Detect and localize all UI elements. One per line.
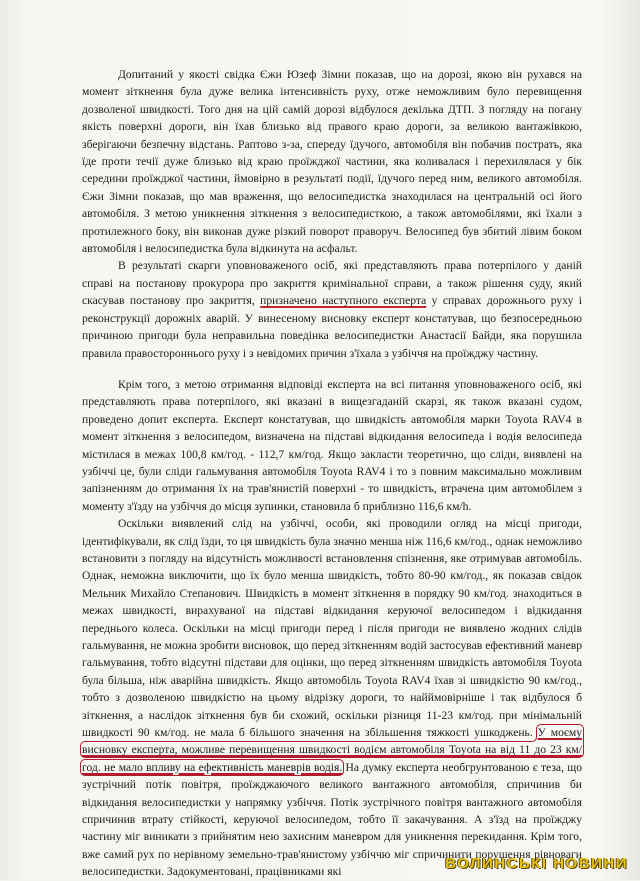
paragraph-4-text-end: На думку експерта необгрунтованою є теза, що зустрічний потік повітря, проїжджаючого великого вантажного автомобіля, спричинив би відкидання велосипедистки у напрямку узбіччя. Потік зустрічного повітря вантажного автомобіля спричинив втрату стійкості, керуючої велосипедом, тобто її закачування. А з'їзд на проїжджу частину міг виникати з прийнятим нею захисним маневром для уникнення перекидання. Крім того, вже самий рух по нерівному земельно-трав'янистому узбіччю міг спричинити порушення рівноваги велосипедистки. Задокументовані, працівниками які	[82, 760, 582, 879]
paragraph-gap	[82, 362, 582, 376]
paragraph-4-text-start: Оскільки виявлений слід на узбіччі, особи, які проводили огляд на місці пригоди, ідентифікували, як слід їзди, то ця швидкість була значно менша ніж 116,6 км/год., однак неможливо встановити з погляду на відсутність можливості встановлення спізнення, яке отримував автомобіль. Однак, неможна виключити, що їх було менша швидкість, тобто 80-90 км/год., як показав свідок Мельник Михайло Степанович. Швидкість в момент зіткнення в порядку 90 км/год. знаходиться в межах швидкості, вирахуваної на підставі відкидання керуючої велосипедом і відкидання переднього колеса. Оскільки на місці пригоди перед і після пригоди не виявлено жодних слідів гальмування, не можна зробити висновок, що перед зіткненням водій застосував ефективний маневр гальмування, тобто відсутні підстави для оцінки, що перед зіткненням швидкість автомобіля Toyota була більша, ніж аварійна швидкість. Якщо автомобіль Toyota RAV4 їхав зі швидкістю 90 км/год., тобто з дозволеною швидкістю на цьому відрізку дороги, то найймовірніше і так відбулося б зіткнення, а наслідок зіткнення був би схожий, оскільки різниця 11-23 км/год. при мінімальній швидкості 90 км/год. не мала б більшого значення на збільшення тяжкості ушкоджень.	[82, 517, 582, 740]
volynski-novyny-watermark: ВОЛИНСЬКІ НОВИНИ	[445, 855, 628, 872]
paragraph-expert-interrogation: Крім того, з метою отримання відповіді експерта на всі питання уповноваженого осіб, які представляють права потерпілого, які вказані в вищезгаданій скарзі, як також вказані судом, проведено допит експерта. Експерт констатував, що швидкість автомобіля марки Toyota RAV4 в момент зіткнення з велосипедом, визначена на підставі відкидання велосипеда і водія велосипеда містилася в межах 100,8 км/год. - 112,7 км/год. Якщо закласти теоретично, що сліди, виявлені на узбіччі це, були сліди гальмування автомобіля Toyota RAV4 і то з повним максимально можливим запізненням до отримання їх на трав'янистій поверхні - то швидкість, втрачена цим автомобілем з моменту з'їзду на узбіччя до місця зупинки, становила б приблизно 116,6 км/h.	[82, 377, 582, 513]
document-body	[82, 66, 582, 881]
paragraph-2-text-end: у справах дорожнього руху і реконструкції дорожніх аварій. У винесеному висновку експерт констатував, що безпосередньою причиною пригоди була неправильна поведінка велосипедистки Анастасії Байди, яка порушила правила правостороннього руху і з невідомих причин з'їхала з узбіччя на проїжджу частину.	[82, 294, 583, 360]
paragraph-witness-testimony: Допитаний у якості свідка Єжи Юзеф Зімни показав, що на дорозі, якою він рухався на момент зіткнення була дуже велика інтенсивність руху, отже неможливим було перевищення дозволеної швидкості. Того дня на цій самій дорозі відбулося декілька ДТП. З погляду на погану якість поверхні дороги, він їхав близько від правого краю дороги, за великою вантажівкою, зберігаючи безпечну відстань. Раптово з-за, спереду їдучого, автомобіля він побачив пострать, яка їде проти течії дуже близько від краю проїжджої частини, яка коливалася і перехилялася у бік середини проїжджої частини, ймовірно в результаті події, їдучого перед ним, великого автомобіля. Єжи Зімни показав, що мав враження, що велосипедистка знаходилася на центральній осі його автомобіля. З метою уникнення зіткнення з велосипедисткою, а також автомобілями, які їхали з протилежного боку, він виконав дуже різкий поворот праворуч. Велосипед був збитий лівим боком автомобіля і велосипедистка була відкинута на асфальт.	[82, 68, 582, 256]
highlight-expert-conclusion: У моєму висновку експерта, можливе перевищення швидкості водієм автомобіля Toyota на від 11 до 23 км/год. не мало впливу на ефективність маневрів водія.	[82, 726, 582, 774]
paragraph-new-expert	[82, 257, 582, 361]
paragraph-2-text-start: В результаті скарги уповноваженого осіб, які представляють права потерпілого у даній справі на постанову прокурора про закриття кримінальної справи, а також рішення суду, який скасував постанову про закриття,	[82, 259, 582, 308]
paragraph-speed-analysis	[82, 515, 582, 881]
highlight-new-expert: призначено наступного експерта	[260, 294, 427, 308]
